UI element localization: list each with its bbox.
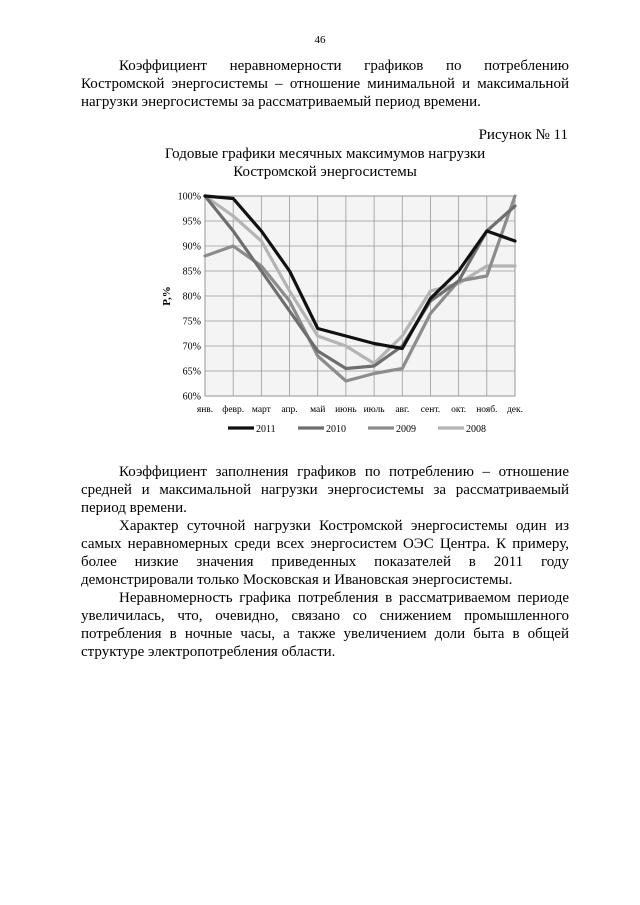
text-line: Коэффициент неравномерности графиков по потреблению [119,58,569,74]
x-tick-label: март [251,405,271,415]
chart-title [100,145,550,181]
x-tick-label: июнь [335,405,357,415]
text-line: потребления в ночные часы, а также увеличением доли быта в общей [81,626,569,642]
x-tick-label: май [310,405,326,415]
x-tick-label: сент. [420,405,441,415]
y-tick-label: 85% [182,266,201,278]
intro-paragraph [81,57,569,111]
text-line: структуре электропотребления области. [81,644,336,660]
y-tick-label: 95% [182,216,201,228]
unevenness-paragraph [81,589,569,661]
x-tick-label: июль [363,405,385,415]
text-line: увеличилась, что, очевидно, связано со снижением промышленного [81,608,569,624]
chart-title-line: Годовые графики месячных максимумов нагрузки [164,146,486,162]
load-character-paragraph [81,517,569,589]
line-chart [150,186,530,438]
y-tick-label: 100% [177,191,201,203]
y-tick-label: 90% [182,241,201,253]
text-line: более низкие значения приведенных показателей в 2011 году [81,554,569,570]
text-line: Костромской энергосистемы – отношение минимальной и максимальной [81,76,569,92]
legend-label: 2009 [396,424,416,435]
x-tick-label: дек. [506,405,524,415]
x-tick-label: авг. [395,405,410,415]
chart-title-line: Костромской энергосистемы [233,164,417,180]
y-tick-label: 60% [182,391,201,403]
page-number: 46 [314,34,326,46]
y-tick-label: 75% [182,316,201,328]
legend-label: 2008 [466,424,486,435]
text-line: Неравномерность графика потребления в рассматриваемом периоде [119,590,569,606]
x-tick-label: окт. [451,405,467,415]
x-tick-label: янв. [196,405,214,415]
y-axis-label: P,% [161,286,173,306]
y-tick-label: 65% [182,366,201,378]
text-line: период времени. [81,500,187,516]
text-line: Характер суточной нагрузки Костромской энергосистемы один из [119,518,569,534]
x-tick-label: февр. [222,405,245,415]
text-line: самых неравномерных среди всех энергосистем ОЭС Центра. К примеру, [81,536,569,552]
text-line: нагрузки энергосистемы за рассматриваемый период времени. [81,94,481,110]
legend-label: 2010 [326,424,346,435]
y-tick-label: 80% [182,291,201,303]
text-line: Коэффициент заполнения графиков по потреблению – отношение [119,464,569,480]
text-line: средней и максимальной нагрузки энергосистемы за рассматриваемый [81,482,569,498]
figure-label: Рисунок № 11 [478,127,568,143]
fill-coefficient-paragraph [81,463,569,517]
x-tick-label: апр. [281,405,298,415]
text-line: демонстрировали только Московская и Ивановская энергосистемы. [81,572,513,588]
x-tick-label: нояб. [476,405,498,415]
y-tick-label: 70% [182,341,201,353]
legend-label: 2011 [256,424,276,435]
